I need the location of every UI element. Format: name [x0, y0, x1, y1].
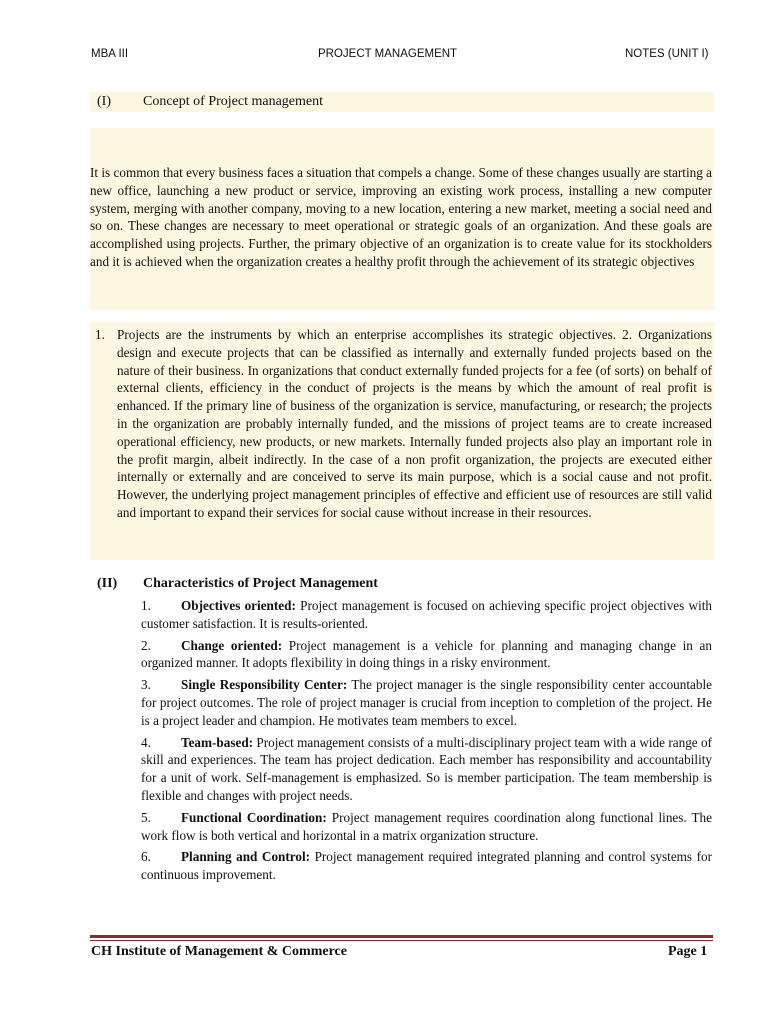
- characteristic-number: 6.: [141, 849, 151, 865]
- characteristic-body: [141, 809, 712, 845]
- characteristic-item: [141, 734, 712, 805]
- characteristic-body: [141, 597, 712, 633]
- section2-title: Characteristics of Project Management: [143, 576, 378, 591]
- characteristics-list: [141, 597, 712, 888]
- header-right: NOTES (UNIT I): [625, 48, 709, 60]
- characteristic-title: Functional Coordination:: [181, 809, 327, 825]
- characteristic-number: 1.: [141, 598, 151, 613]
- characteristic-item: [141, 637, 712, 673]
- characteristic-text: Project management consists of a multi-disciplinary project team with a wide range of skill and experiences. The team has project dedication. Each member has responsibility and accountability for a unit of work. Self-management is emphasized. So is member participation. The team membership is flexible and changes with project needs.: [141, 734, 712, 803]
- characteristic-item: [141, 676, 712, 729]
- characteristic-text: Project management required integrated planning and control systems for continuous improvement.: [141, 849, 712, 883]
- characteristic-title: Change oriented:: [181, 637, 283, 653]
- characteristic-item: [141, 597, 712, 633]
- characteristic-title: Planning and Control:: [181, 849, 311, 865]
- characteristic-body: [141, 848, 712, 884]
- characteristic-title: Objectives oriented:: [181, 598, 296, 613]
- section1-number: (I): [97, 94, 111, 109]
- characteristic-title: Single Responsibility Center:: [181, 677, 348, 693]
- section2-heading: [97, 576, 378, 592]
- characteristic-body: [141, 637, 712, 673]
- section2-number: (II): [97, 576, 118, 591]
- characteristic-item: [141, 809, 712, 845]
- characteristic-body: [141, 734, 712, 805]
- list-item-text: Projects are the instruments by which an enterprise accomplishes its strategic objectives. 2. Organizations design and execute projects that can be classified as internally and externally funded projects based on the nature of their business. In organizations that conduct externally funded projects for a fee (of sorts) on behalf of external clients, efficiency in the conduct of projects is the means by which the amount of real profit is enhanced. If the primary line of business of the organization is service, manufacturing, or research; the projects in the organization are probably internally funded, and the missions of project teams are to create increased operational efficiency, new products, or new markets. Internally funded projects also play an important role in the profit margin, albeit indirectly. In the case of a non profit organization, the projects are executed either internally or externally and are conceived to serve its main purpose, which is a social cause and not profit. However, the underlying project management principles of effective and efficient use of resources are still valid and important to expand their services for social cause without increase in their resources.: [117, 327, 712, 520]
- footer-rule-thin: [90, 940, 713, 941]
- list-item: [90, 326, 712, 522]
- footer-page-number: Page 1: [668, 944, 708, 959]
- characteristic-body: [141, 676, 712, 729]
- intro-paragraph: It is common that every business faces a situation that compels a change. Some of these changes usually are starting a new office, launching a new product or service, improving an existing work process, installing a new computer system, merging with another company, moving to a new location, entering a new market, meeting a social need and so on. These changes are necessary to meet operational or strategic goals of an organization. And these goals are accomplished using projects. Further, the primary objective of an organization is to create value for its stockholders and it is achieved when the organization creates a healthy profit through the achievement of its strategic objectives: [90, 165, 712, 269]
- characteristic-text: Project management is focused on achieving specific project objectives with customer satisfaction. It is results-oriented.: [141, 598, 712, 631]
- characteristic-number: 3.: [141, 677, 151, 693]
- header-center: PROJECT MANAGEMENT: [318, 48, 458, 60]
- footer-institute: CH Institute of Management & Commerce: [91, 944, 347, 959]
- characteristic-text: The project manager is the single responsibility center accountable for project outcomes. The role of project manager is crucial from inception to completion of the project. He is a project leader and champion. He motivates team members to excel.: [141, 677, 712, 728]
- list-item-number: 1.: [95, 327, 105, 342]
- characteristic-number: 2.: [141, 637, 151, 653]
- header-left: MBA III: [91, 48, 129, 60]
- characteristic-text: Project management requires coordination along functional lines. The work flow is both vertical and horizontal in a matrix organization structure.: [141, 809, 712, 843]
- footer-rule-thick: [90, 935, 713, 938]
- section1-heading: [97, 94, 323, 110]
- section1-title: Concept of Project management: [143, 94, 323, 109]
- characteristic-number: 5.: [141, 809, 151, 825]
- characteristic-title: Team-based:: [181, 734, 254, 750]
- characteristic-item: [141, 848, 712, 884]
- characteristic-number: 4.: [141, 734, 151, 750]
- characteristic-text: Project management is a vehicle for planning and managing change in an organized manner. It adopts flexibility in doing things in a risky environment.: [141, 637, 712, 671]
